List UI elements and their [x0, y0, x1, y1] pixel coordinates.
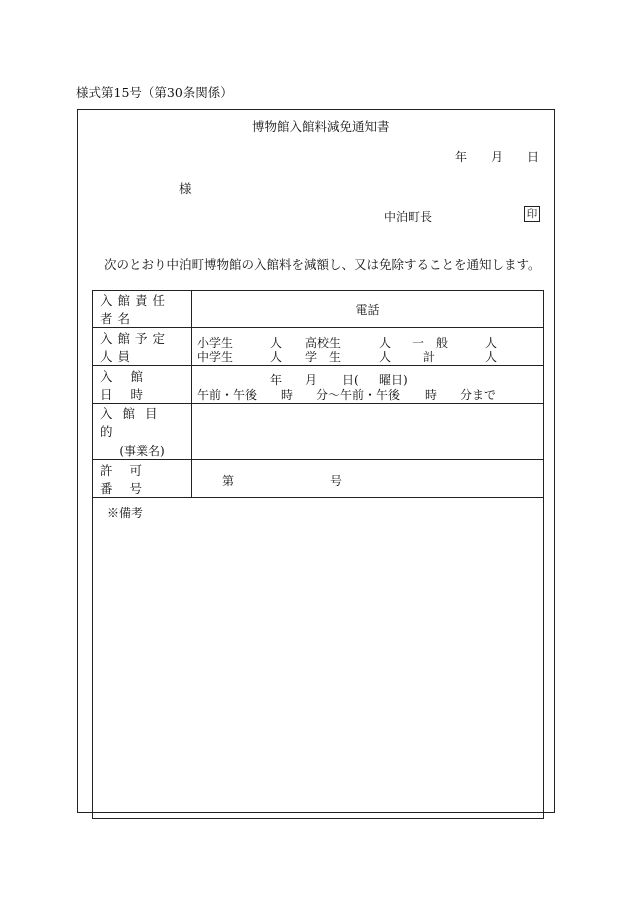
university-label: 学 生 [305, 349, 342, 364]
university-unit: 人 [379, 349, 392, 364]
field-visitors[interactable] [192, 328, 544, 366]
elementary-unit: 人 [270, 335, 283, 350]
phone-label: 電話 [355, 302, 380, 317]
dt-day: 日( [342, 372, 359, 387]
row-purpose [93, 404, 544, 460]
label-purpose-sub: (事業名) [119, 444, 165, 458]
label-manager-text: 入館責任者名 [100, 293, 171, 326]
document-title: 博物館入館料減免通知書 [252, 119, 390, 134]
dt-minute-until: 分まで [460, 387, 497, 402]
general-unit: 人 [485, 335, 498, 350]
label-permit: 許可番号 [93, 460, 192, 498]
row-datetime [93, 366, 544, 404]
label-manager [93, 291, 192, 328]
form-table [92, 290, 544, 819]
label-datetime: 入館日時 [93, 366, 192, 404]
field-datetime[interactable] [192, 366, 544, 404]
remarks-label: ※備考 [107, 506, 144, 520]
field-purpose[interactable] [192, 404, 544, 460]
dt-ampm-start: 午前・午後 [197, 387, 258, 402]
field-manager[interactable] [192, 291, 544, 328]
dt-month: 月 [305, 372, 318, 387]
sender-name: 中泊町長 [384, 210, 433, 224]
date-year: 年 [455, 150, 468, 164]
dt-minute-to: 分～午前・午後 [316, 387, 401, 402]
label-purpose: 入館目的 (事業名) [93, 404, 192, 460]
junior-high-unit: 人 [270, 349, 283, 364]
row-permit [93, 460, 544, 498]
permit-prefix: 第 [222, 473, 235, 488]
total-unit: 人 [485, 349, 498, 364]
form-number: 様式第15号（第30条関係） [76, 85, 233, 100]
seal-mark: 印 [524, 206, 540, 222]
dt-hour: 時 [281, 387, 294, 402]
date-month: 月 [491, 150, 504, 164]
permit-suffix: 号 [330, 473, 343, 488]
row-visitors [93, 328, 544, 366]
total-label: 計 [423, 349, 436, 364]
row-manager [93, 291, 544, 328]
label-visitors: 入館予定人員 [93, 328, 192, 366]
junior-high-label: 中学生 [197, 349, 234, 364]
dt-year: 年 [270, 372, 283, 387]
high-school-unit: 人 [379, 335, 392, 350]
dt-hour2: 時 [425, 387, 438, 402]
elementary-label: 小学生 [197, 335, 234, 350]
addressee-suffix: 様 [179, 181, 192, 196]
field-permit[interactable] [192, 460, 544, 498]
field-remarks[interactable] [93, 498, 544, 819]
high-school-label: 高校生 [305, 335, 342, 350]
general-label: 一 般 [412, 335, 449, 350]
dt-weekday: 曜日) [379, 372, 408, 387]
date-day: 日 [527, 150, 540, 164]
body-text: 次のとおり中泊町博物館の入館料を減額し、又は免除することを通知します。 [104, 257, 541, 272]
row-remarks [93, 498, 544, 819]
